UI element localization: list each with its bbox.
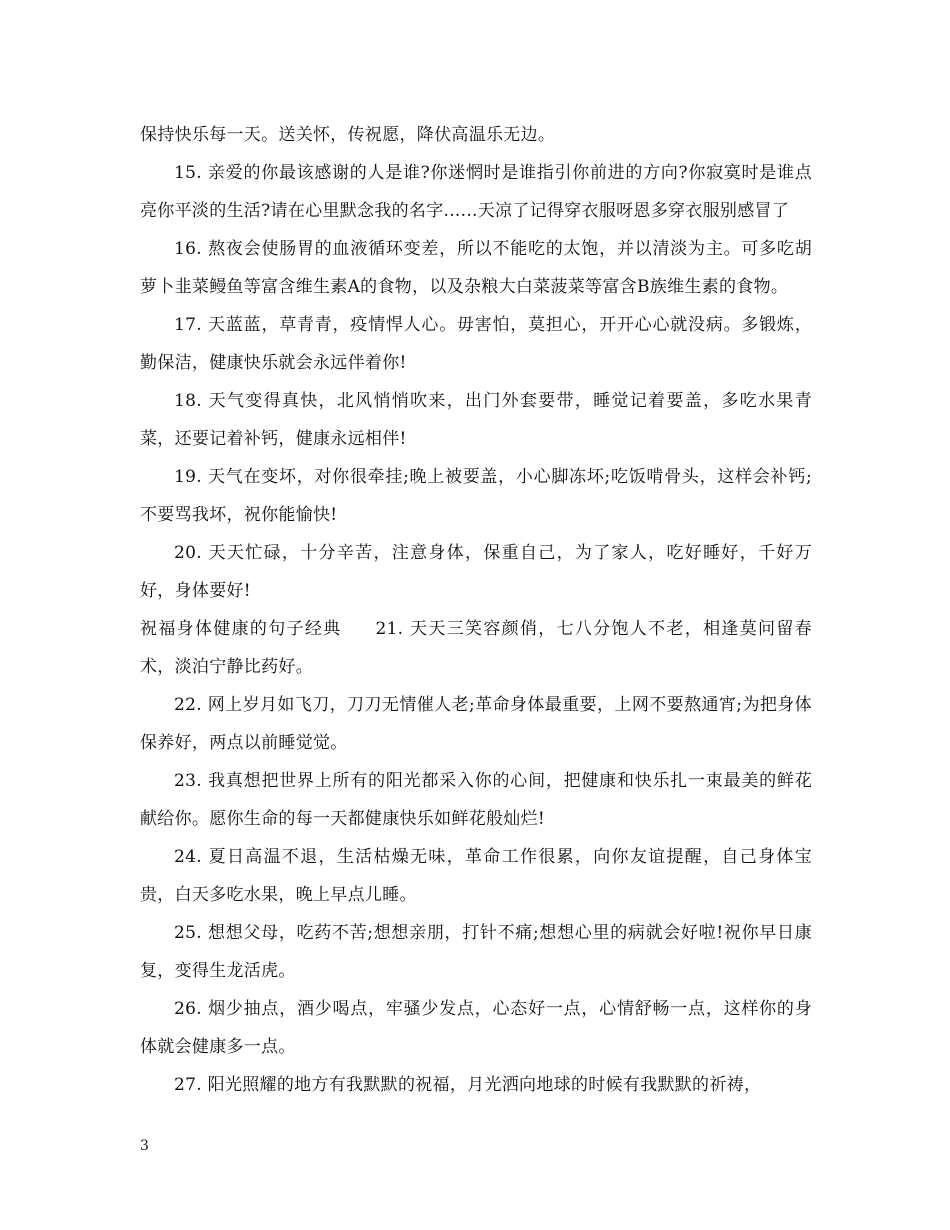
paragraph-22: 22. 网上岁月如飞刀，刀刀无情催人老;革命身体最重要，上网不要熬通宵;为把身体保养好，两点以前睡觉觉。 bbox=[140, 695, 812, 753]
paragraph-17: 17. 天蓝蓝，草青青，疫情悍人心。毋害怕，莫担心，开开心心就没病。多锻炼，勤保洁，健康快乐就会永远伴着你! bbox=[140, 315, 812, 373]
paragraph-15: 15. 亲爱的你最该感谢的人是谁?你迷惘时是谁指引你前进的方向?你寂寞时是谁点亮你平淡的生活?请在心里默念我的名字......天凉了记得穿衣服呀恩多穿衣服别感冒了 bbox=[140, 163, 812, 221]
page-number: 3 bbox=[140, 1138, 149, 1154]
paragraph-continuation: 保持快乐每一天。送关怀，传祝愿，降伏高温乐无边。 bbox=[140, 125, 556, 145]
paragraph-26: 26. 烟少抽点，酒少喝点，牢骚少发点，心态好一点，心情舒畅一点，这样你的身体就会健康多一点。 bbox=[140, 999, 812, 1057]
paragraph-27: 27. 阳光照耀的地方有我默默的祝福，月光洒向地球的时候有我默默的祈祷， bbox=[174, 1075, 762, 1095]
paragraph-19: 19. 天气在变坏，对你很牵挂;晚上被要盖，小心脚冻坏;吃饭啃骨头，这样会补钙;不要骂我坏，祝你能愉快! bbox=[140, 467, 812, 525]
paragraph-24: 24. 夏日高温不退，生活枯燥无味，革命工作很累，向你友谊提醒，自己身体宝贵，白天多吃水果，晚上早点儿睡。 bbox=[140, 847, 812, 905]
paragraph-23: 23. 我真想把世界上所有的阳光都采入你的心间，把健康和快乐扎一束最美的鲜花献给你。愿你生命的每一天都健康快乐如鲜花般灿烂! bbox=[140, 771, 812, 829]
paragraph-18: 18. 天气变得真快，北风悄悄吹来，出门外套要带，睡觉记着要盖，多吃水果青菜，还要记着补钙，健康永远相伴! bbox=[140, 391, 812, 449]
document-body bbox=[140, 116, 812, 1104]
paragraph-16: 16. 熬夜会使肠胃的血液循环变差，所以不能吃的太饱，并以清淡为主。可多吃胡萝卜韭菜鳗鱼等富含维生素A的食物，以及杂粮大白菜菠菜等富含B族维生素的食物。 bbox=[140, 239, 812, 297]
section-heading: 祝福身体健康的句子经典 bbox=[140, 619, 342, 639]
paragraph-25: 25. 想想父母，吃药不苦;想想亲朋，打针不痛;想想心里的病就会好啦!祝你早日康复，变得生龙活虎。 bbox=[140, 923, 812, 981]
paragraph-21 bbox=[140, 610, 812, 686]
paragraph-20: 20. 天天忙碌，十分辛苦，注意身体，保重自己，为了家人，吃好睡好，千好万好，身体要好! bbox=[140, 543, 812, 601]
paragraph-21-text: 21. 天天三笑容颜俏，七八分饱人不老，相逢莫问留春术，淡泊宁静比药好。 bbox=[140, 619, 812, 677]
